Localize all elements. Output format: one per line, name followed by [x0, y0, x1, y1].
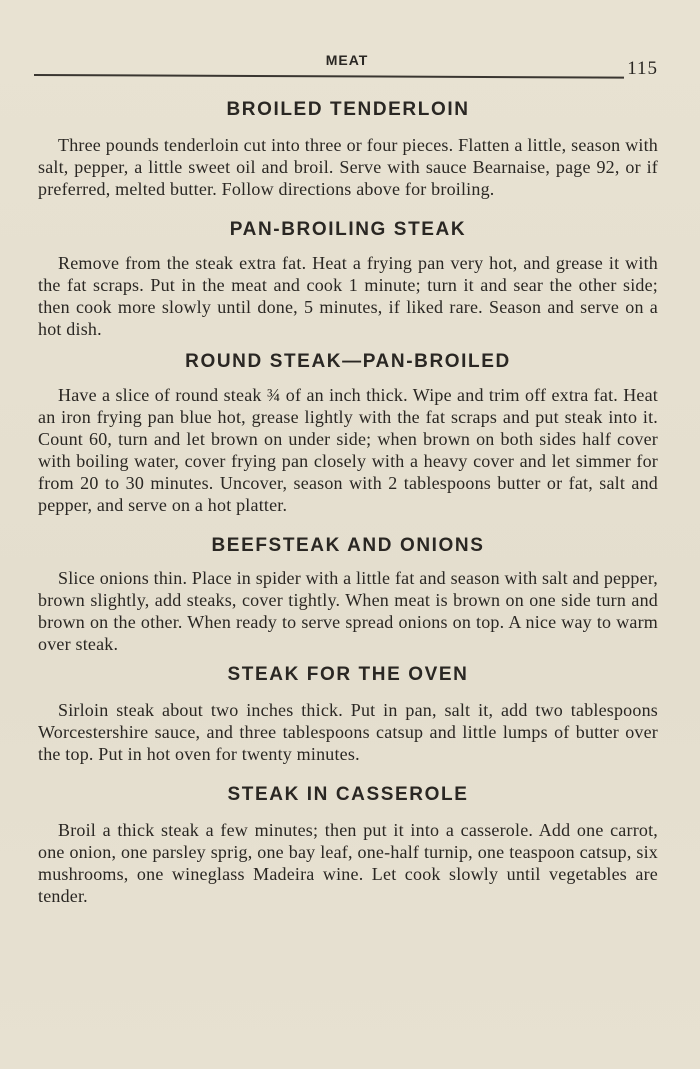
recipe-section: [38, 663, 658, 765]
recipe-body: Broil a thick steak a few minutes; then put it into a casserole. Add one carrot, one onion, one parsley sprig, one bay leaf, one-half turnip, one teaspoon catsup, six mushrooms, one wineglass Madeira wine. Let cook slowly until vegetables are tender.: [38, 820, 658, 906]
recipe-title: PAN-BROILING STEAK: [229, 219, 467, 240]
recipe-section: [38, 783, 658, 907]
recipe-title: BROILED TENDERLOIN: [226, 99, 470, 120]
running-head: MEAT: [325, 52, 369, 68]
recipe-body: Sirloin steak about two inches thick. Put in pan, salt it, add two tablespoons Worcestershire sauce, and three tablespoons catsup and little lumps of butter over the top. Put in hot oven for twenty minutes.: [38, 700, 658, 764]
recipe-section: [38, 98, 658, 200]
recipe-title: ROUND STEAK—PAN-BROILED: [185, 351, 511, 372]
recipe-section: [38, 350, 658, 516]
page-content: [38, 98, 658, 907]
recipe-title: BEEFSTEAK AND ONIONS: [211, 535, 485, 556]
recipe-body: Three pounds tenderloin cut into three or four pieces. Flatten a little, season with salt, pepper, a little sweet oil and broil. Serve with sauce Bearnaise, page 92, or if preferred, melted butter. Follow directions above for broiling.: [38, 135, 658, 199]
recipe-section: [38, 534, 658, 655]
recipe-section: [38, 218, 658, 340]
recipe-body: Remove from the steak extra fat. Heat a frying pan very hot, and grease it with the fat scraps. Put in the meat and cook 1 minute; turn it and sear the other side; then cook more slowly until done, 5 minutes, if liked rare. Season and serve on a hot dish.: [38, 253, 658, 339]
page-number: 115: [627, 58, 658, 79]
page-header: [34, 52, 660, 86]
recipe-body: Slice onions thin. Place in spider with a little fat and season with salt and pepper, brown slightly, add steaks, cover tightly. When meat is brown on one side turn and brown on the other. When ready to serve spread onions on top. A nice way to warm over steak.: [38, 568, 658, 654]
recipe-body: Have a slice of round steak ¾ of an inch thick. Wipe and trim off extra fat. Heat an iron frying pan blue hot, grease lightly with the fat scraps and put steak into it. Count 60, turn and let brown on under side; when brown on both sides half cover with boiling water, cover frying pan closely with a heavy cover and let simmer for from 20 to 30 minutes. Uncover, season with 2 tablespoons butter or fat, salt and pepper, and serve on a hot platter.: [38, 385, 658, 515]
header-rule: [34, 74, 624, 79]
recipe-title: STEAK FOR THE OVEN: [227, 664, 469, 685]
recipe-title: STEAK IN CASSEROLE: [227, 784, 469, 805]
